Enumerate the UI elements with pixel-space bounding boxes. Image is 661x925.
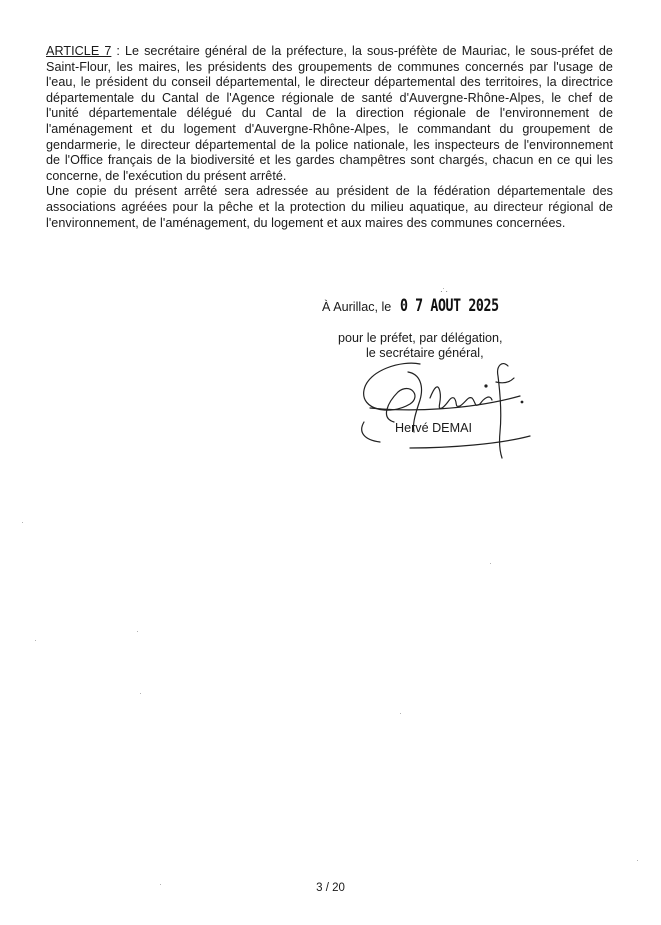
- scan-speck: [490, 563, 491, 564]
- date-stamp: 0 7 AOUT 2025: [400, 296, 499, 316]
- signing-place: À Aurillac, le: [322, 300, 392, 314]
- signatory-title: le secrétaire général,: [366, 346, 484, 360]
- page-number: 3 / 20: [316, 882, 345, 894]
- delegation-line: pour le préfet, par délégation,: [338, 331, 503, 345]
- scan-speck: [35, 640, 36, 641]
- handwritten-signature: [350, 352, 540, 460]
- scan-speck: [140, 693, 141, 694]
- article-text: : Le secrétaire général de la préfecture, la sous-préfète de Mauriac, le sous-préfet de Saint-Flour, les maires, les présidents des groupements de communes concernés par l'usage de l'eau, le président du conseil départemental, le directeur départemental des territoires, la directrice départementale du Cantal de l'Agence régionale de santé d'Auvergne-Rhône-Alpes, le chef de l'unité départementale délégué du Cantal de la direction régionale de l'environnement de l'aménagement et du logement d'Auvergne-Rhône-Alpes, le commandant du groupement de gendarmerie, le directeur départemental de la police nationale, les inspecteurs de l'environnement de l'Office français de la biodiversité et les gardes champêtres sont chargés, chacun en ce qui les concerne, de l'exécution du présent arrêté.: [46, 44, 613, 183]
- scan-speck: [400, 713, 401, 714]
- scan-speck: [22, 522, 23, 523]
- stamp-mark: ·˙·: [440, 287, 448, 296]
- scan-speck: [637, 860, 638, 861]
- document-body: [46, 44, 613, 231]
- article-7-paragraph: [46, 44, 613, 184]
- scan-speck: [137, 631, 138, 632]
- signatory-name: Hervé DEMAI: [395, 421, 472, 435]
- copy-paragraph: Une copie du présent arrêté sera adressée au président de la fédération départementale des associations agréées pour la pêche et la protection du milieu aquatique, au directeur régional de l'environnement, de l'aménagement, du logement et aux maires des communes concernées.: [46, 184, 613, 230]
- article-label: ARTICLE 7: [46, 44, 112, 58]
